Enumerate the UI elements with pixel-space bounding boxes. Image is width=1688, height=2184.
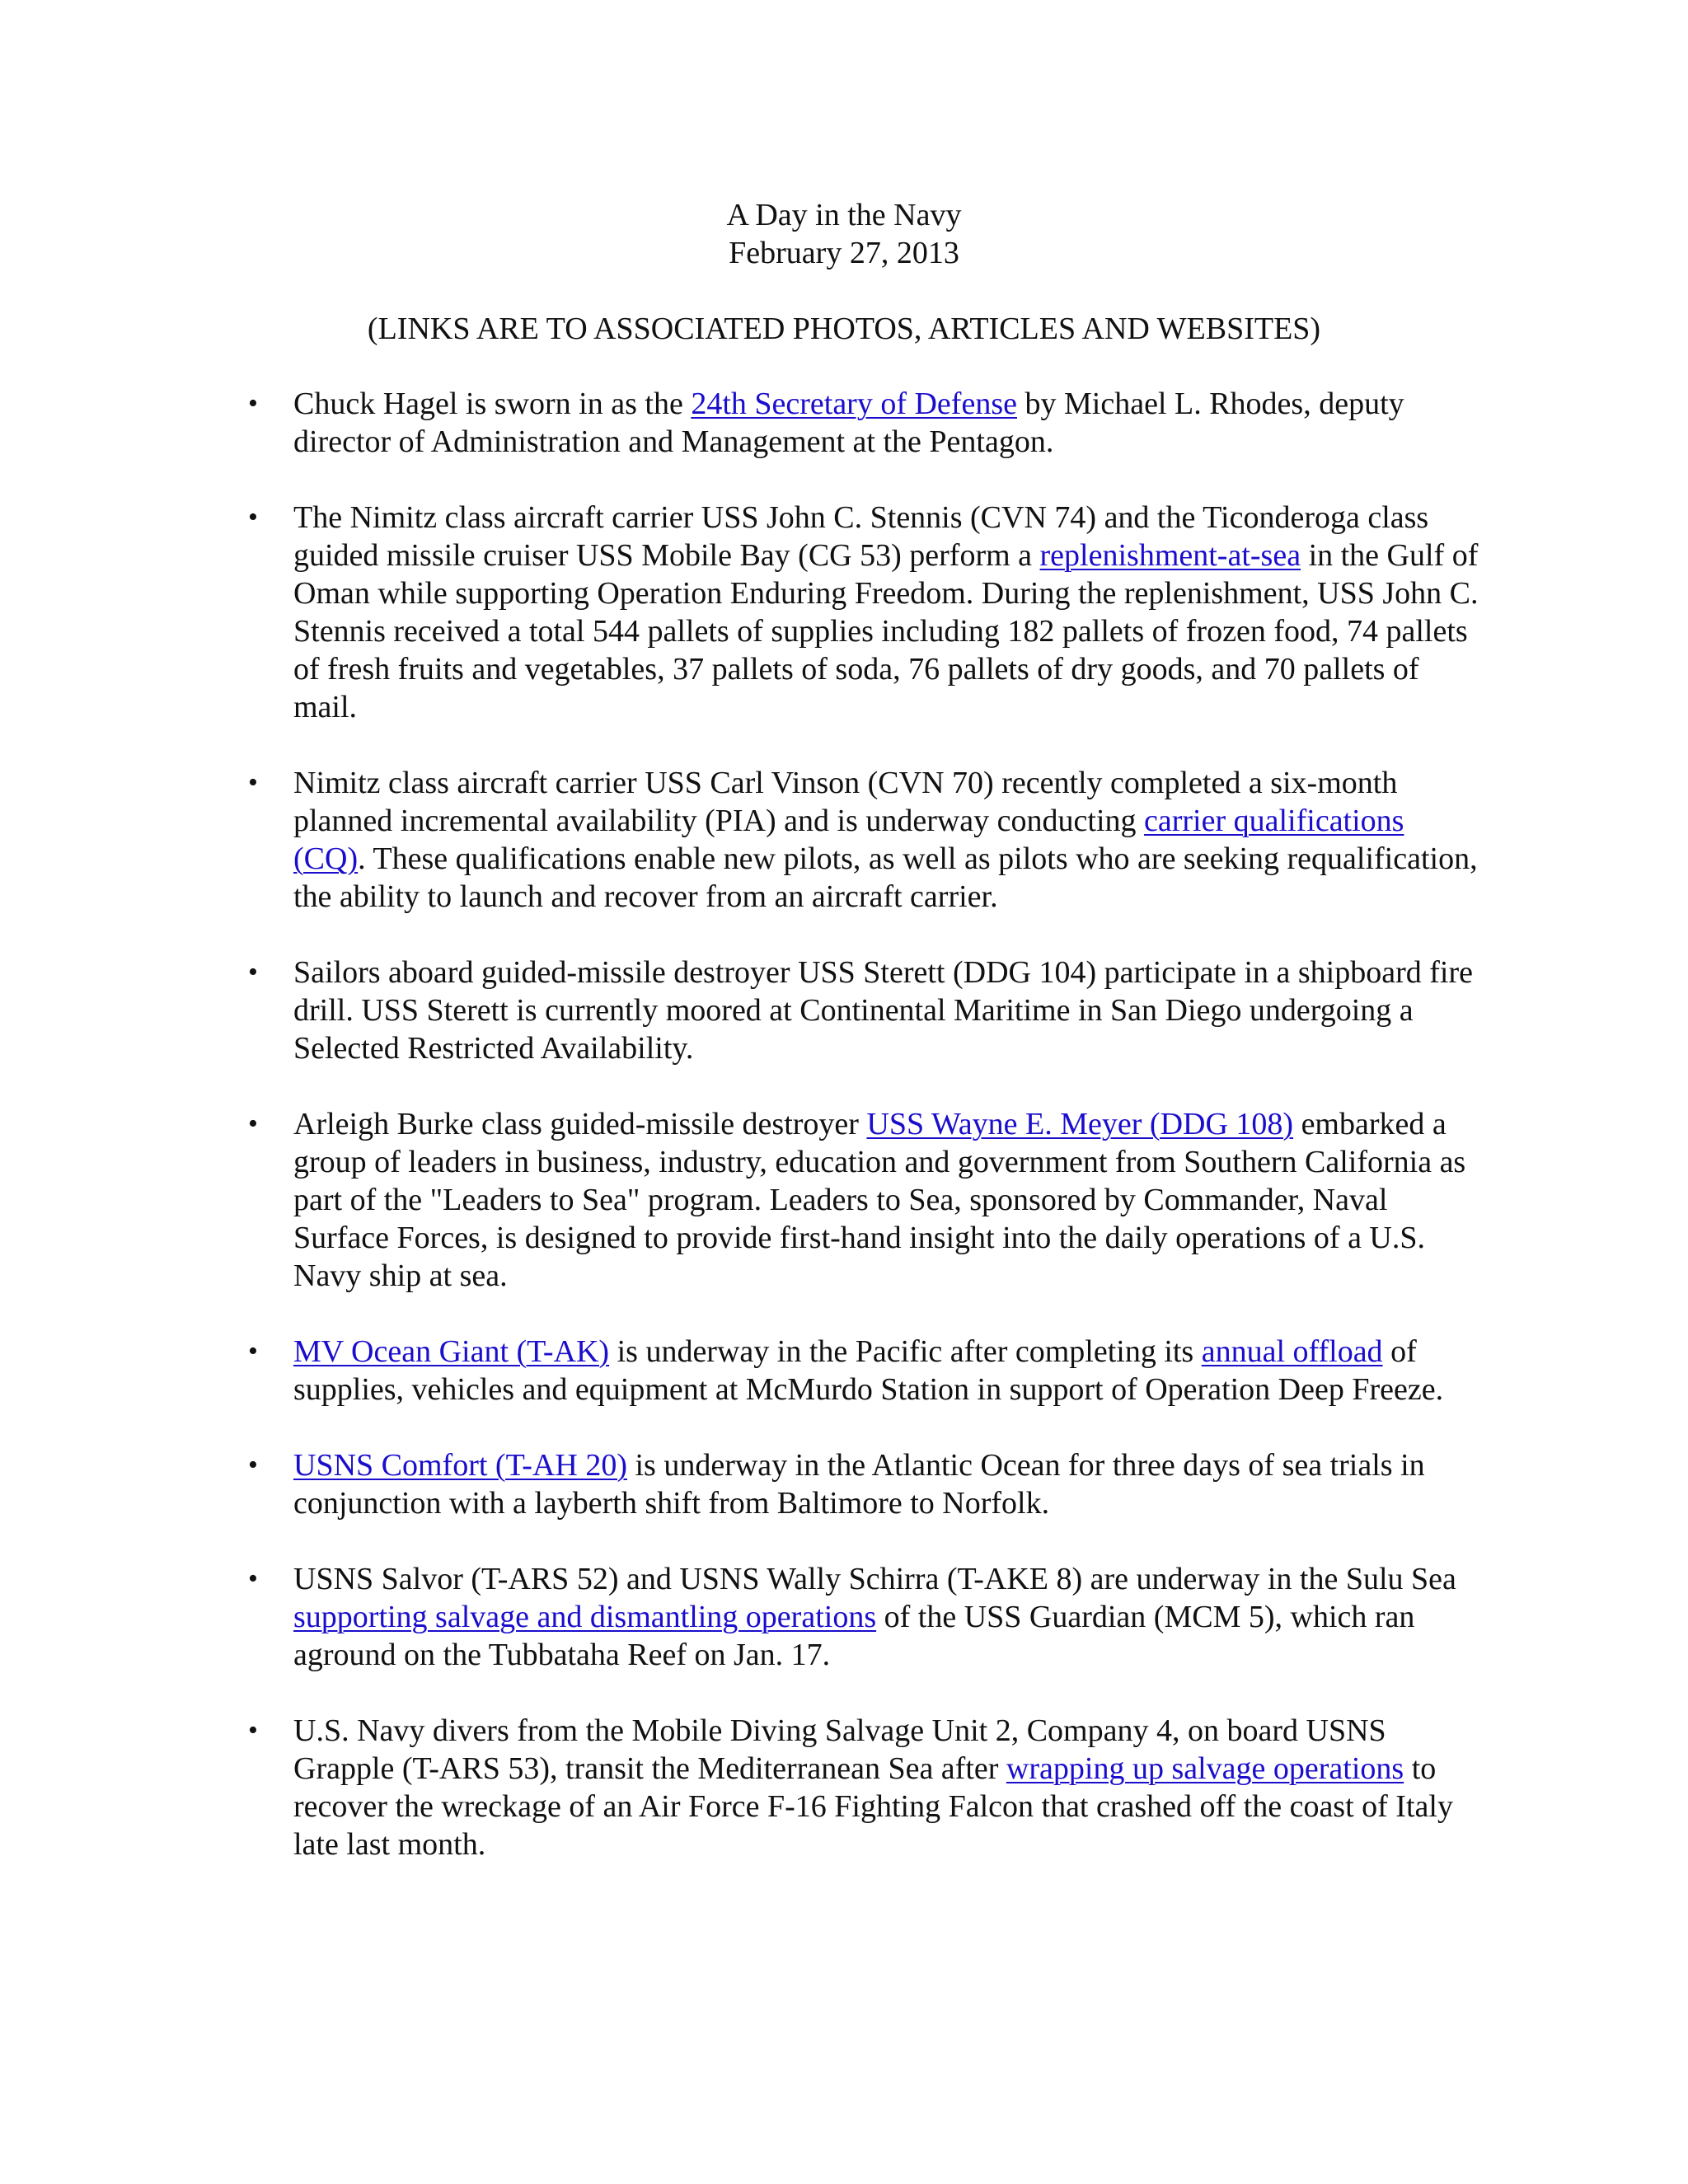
bullet-icon: • — [248, 388, 258, 419]
item-text: USNS Salvor (T-ARS 52) and USNS Wally Schirra (T-AKE 8) are underway in the Sulu Sea — [293, 1562, 1456, 1596]
mv-ocean-giant-link[interactable]: MV Ocean Giant (T-AK) — [293, 1334, 610, 1369]
item-text: Chuck Hagel is sworn in as the — [293, 387, 692, 421]
item-text: The Nimitz class aircraft carrier USS John C. Stennis (CVN 74) and the Ticonderoga class guided missile cruiser USS Mobile Bay (CG 53) perform a — [293, 500, 1429, 573]
list-item — [248, 764, 1480, 916]
item-text: Arleigh Burke class guided-missile destroyer — [293, 1107, 867, 1141]
item-text: is underway in the Pacific after completing its — [609, 1334, 1202, 1369]
item-text: in the Gulf of Oman while supporting Operation Enduring Freedom. During the replenishment, USS John C. Stennis received a total 544 pallets of supplies including 182 pallets of frozen food, 74 pallets of fresh fruits and vegetables, 37 pallets of soda, 76 pallets of dry goods, and 70 pallets of mail. — [293, 538, 1479, 724]
document-title: A Day in the Navy — [726, 198, 962, 232]
list-item — [248, 1446, 1480, 1522]
item-text: embarked a group of leaders in business, industry, education and government from Southern California as part of the "Leaders to Sea" program. Leaders to Sea, sponsored by Commander, Naval Surface Forces, is designed to provide first-hand insight into the daily operations of a U.S. Navy ship at sea. — [293, 1107, 1466, 1293]
item-text: to recover the wreckage of an Air Force F-16 Fighting Falcon that crashed off the coast of Italy late last month. — [293, 1751, 1453, 1862]
secretary-of-defense-link[interactable]: 24th Secretary of Defense — [691, 387, 1017, 421]
news-list — [248, 385, 1480, 1901]
bullet-icon: • — [248, 1108, 258, 1139]
list-item — [248, 499, 1480, 726]
list-item — [248, 385, 1480, 461]
bullet-icon: • — [248, 957, 258, 987]
links-note: (LINKS ARE TO ASSOCIATED PHOTOS, ARTICLES AND WEBSITES) — [367, 312, 1321, 346]
item-text: is underway in the Atlantic Ocean for three days of sea trials in conjunction with a layberth shift from Baltimore to Norfolk. — [293, 1448, 1425, 1521]
bullet-icon: • — [248, 767, 258, 798]
item-text: by Michael L. Rhodes, deputy director of Administration and Management at the Pentagon. — [293, 387, 1404, 459]
item-text: Sailors aboard guided-missile destroyer USS Sterett (DDG 104) participate in a shipboard fire drill. USS Sterett is currently moored at Continental Maritime in San Diego undergoing a Selected Restricted Availability. — [293, 955, 1473, 1066]
list-item — [248, 1560, 1480, 1674]
list-item — [248, 1105, 1480, 1295]
item-text: Nimitz class aircraft carrier USS Carl Vinson (CVN 70) recently completed a six-month planned incremental availability (PIA) and is underway conducting — [293, 766, 1398, 838]
item-text: of supplies, vehicles and equipment at McMurdo Station in support of Operation Deep Freeze. — [293, 1334, 1444, 1407]
document-date: February 27, 2013 — [729, 236, 959, 270]
uss-wayne-e-meyer-link[interactable]: USS Wayne E. Meyer (DDG 108) — [866, 1107, 1294, 1141]
list-item — [248, 1712, 1480, 1863]
bullet-icon: • — [248, 1336, 258, 1366]
bullet-icon: • — [248, 1450, 258, 1480]
replenishment-at-sea-link[interactable]: replenishment-at-sea — [1039, 538, 1301, 573]
wrapping-up-salvage-link[interactable]: wrapping up salvage operations — [1006, 1751, 1404, 1786]
carrier-qualifications-link[interactable]: carrier qualifications (CQ) — [293, 804, 1404, 876]
item-text: U.S. Navy divers from the Mobile Diving Salvage Unit 2, Company 4, on board USNS Grapple (T-ARS 53), transit the Mediterranean Sea after — [293, 1713, 1386, 1786]
annual-offload-link[interactable]: annual offload — [1201, 1334, 1383, 1369]
list-item — [248, 1333, 1480, 1408]
item-text: of the USS Guardian (MCM 5), which ran aground on the Tubbataha Reef on Jan. 17. — [293, 1600, 1415, 1672]
salvage-dismantling-link[interactable]: supporting salvage and dismantling operations — [293, 1600, 877, 1634]
bullet-icon: • — [248, 502, 258, 532]
bullet-icon: • — [248, 1563, 258, 1594]
usns-comfort-link[interactable]: USNS Comfort (T-AH 20) — [293, 1448, 627, 1483]
bullet-icon: • — [248, 1715, 258, 1746]
list-item — [248, 954, 1480, 1067]
item-text: . These qualifications enable new pilots, as well as pilots who are seeking requalification, the ability to launch and recover from an aircraft carrier. — [293, 841, 1478, 914]
